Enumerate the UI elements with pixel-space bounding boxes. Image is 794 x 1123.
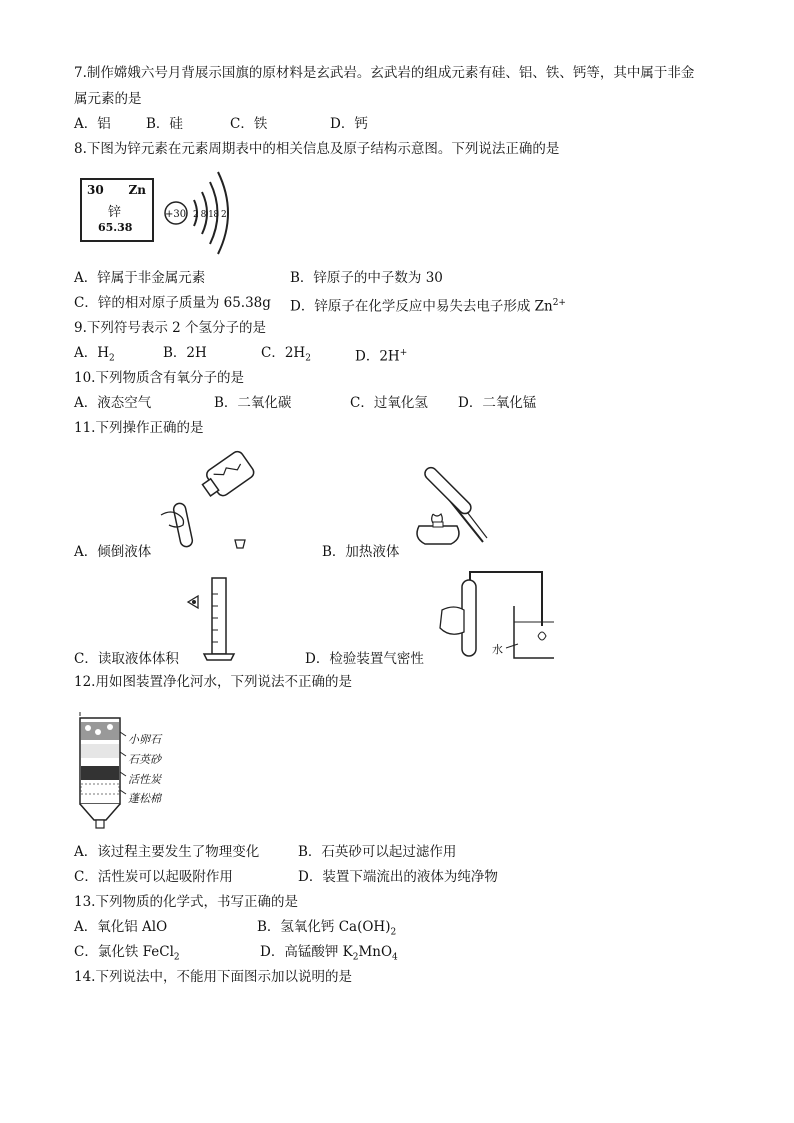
q7-option-d: D．钙	[330, 116, 368, 132]
q11-option-c: C．读取液体体积	[74, 651, 179, 667]
heating-liquid-figure	[405, 442, 495, 550]
q13-d-mno: MnO	[358, 944, 393, 960]
q9-d-formula: 2H	[379, 348, 400, 365]
layer-label-pebbles: 小卵石	[128, 733, 161, 746]
q9-c-sub: 2	[305, 353, 311, 364]
q12-stem: 12.用如图装置净化河水，下列说法不正确的是	[74, 674, 352, 690]
q10-option-c: C．过氧化氢	[350, 395, 428, 411]
periodic-cell	[80, 178, 154, 242]
reading-volume-figure	[182, 572, 242, 664]
q9-a-sub: 2	[109, 353, 115, 364]
q9-option-d	[355, 344, 407, 366]
q9-d-prefix: D．	[355, 348, 380, 365]
q9-d-sup: +	[399, 348, 408, 358]
q8-option-b: B．锌原子的中子数为 30	[290, 270, 443, 286]
q10-option-d: D．二氧化锰	[458, 395, 537, 411]
q11-option-b: B．加热液体	[322, 544, 400, 560]
q13-d-sub2: 4	[392, 952, 398, 963]
q12-option-a: A．该过程主要发生了物理变化	[74, 844, 260, 860]
q8-option-d	[290, 294, 566, 316]
layer-label-cotton: 蓬松棉	[128, 792, 161, 805]
ion-charge: 2+	[552, 298, 566, 308]
q13-d-k: K	[342, 944, 353, 960]
q13-option-d	[260, 943, 398, 967]
q13-a-formula: AlO	[142, 919, 168, 935]
q9-b-formula: 2H	[186, 345, 207, 361]
q13-c-sub: 2	[173, 952, 180, 963]
layer-label-quartz-sand: 石英砂	[128, 753, 161, 766]
q8-option-d-text: D．锌原子在化学反应中易失去电子形成 Zn	[290, 298, 553, 315]
q8-option-a: A．锌属于非金属元素	[74, 270, 206, 286]
atomic-number: 30	[87, 183, 104, 197]
water-label: 水	[492, 643, 503, 656]
q12-option-d: D．装置下端流出的液体为纯净物	[298, 869, 498, 885]
pouring-liquid-figure	[155, 445, 265, 555]
q13-b-formula: Ca(OH)	[338, 919, 391, 935]
q13-a-prefix: A．氧化铝	[74, 919, 143, 935]
q9-b-prefix: B．	[163, 345, 187, 361]
water-filter-figure	[68, 708, 130, 832]
q13-c-prefix: C．氯化铁	[74, 944, 143, 960]
nucleus-label: +30	[165, 209, 187, 220]
q13-option-c	[74, 943, 180, 967]
q10-option-b: B．二氧化碳	[214, 395, 292, 411]
q13-d-prefix: D．高锰酸钾	[260, 944, 343, 960]
q11-stem: 11.下列操作正确的是	[74, 420, 204, 436]
q12-option-b: B．石英砂可以起过滤作用	[298, 844, 457, 860]
q9-option-b	[163, 344, 207, 362]
q7-option-c: C．铁	[230, 116, 268, 132]
q9-a-prefix: A．	[74, 345, 98, 361]
q9-c-prefix: C．	[261, 345, 285, 361]
q14-stem: 14.下列说法中，不能用下面图示加以说明的是	[74, 969, 352, 985]
q11-option-d: D．检验装置气密性	[305, 651, 424, 667]
q7-stem-line1: 7.制作嫦娥六号月背展示国旗的原材料是玄武岩。玄武岩的组成元素有硅、铝、铁、钙等，其中属于非金	[74, 65, 695, 81]
q13-b-prefix: B．氢氧化钙	[257, 919, 339, 935]
layer-label-activated-carbon: 活性炭	[128, 773, 161, 786]
q13-option-b	[257, 918, 396, 942]
q9-a-formula: H	[97, 345, 110, 361]
q9-option-c	[261, 344, 311, 368]
q9-c-formula: 2H	[284, 345, 306, 361]
q9-option-a	[74, 344, 115, 368]
q7-option-a: A．铝	[74, 116, 111, 132]
element-name: 锌	[108, 205, 122, 220]
q8-stem: 8.下图为锌元素在元素周期表中的相关信息及原子结构示意图。下列说法正确的是	[74, 141, 560, 157]
q13-d-sub1: 2	[352, 952, 359, 963]
q12-option-c: C．活性炭可以起吸附作用	[74, 869, 233, 885]
atomic-mass: 65.38	[98, 221, 133, 234]
q13-b-sub: 2	[390, 927, 397, 938]
q7-stem-line2: 属元素的是	[74, 91, 142, 107]
q11-option-a: A．倾倒液体	[74, 544, 152, 560]
electron-shells-label: 2 8 18 2	[193, 210, 227, 220]
q10-stem: 10.下列物质含有氧分子的是	[74, 370, 244, 386]
q8-option-c: C．锌的相对原子质量为 65.38g	[74, 295, 271, 311]
q13-stem: 13.下列物质的化学式，书写正确的是	[74, 894, 298, 910]
q7-option-b: B．硅	[146, 116, 183, 132]
q10-option-a: A．液态空气	[74, 395, 152, 411]
q9-stem: 9.下列符号表示 2 个氢分子的是	[74, 320, 267, 336]
element-symbol: Zn	[128, 183, 146, 197]
q13-option-a	[74, 918, 167, 936]
q13-c-formula: FeCl	[142, 944, 174, 960]
